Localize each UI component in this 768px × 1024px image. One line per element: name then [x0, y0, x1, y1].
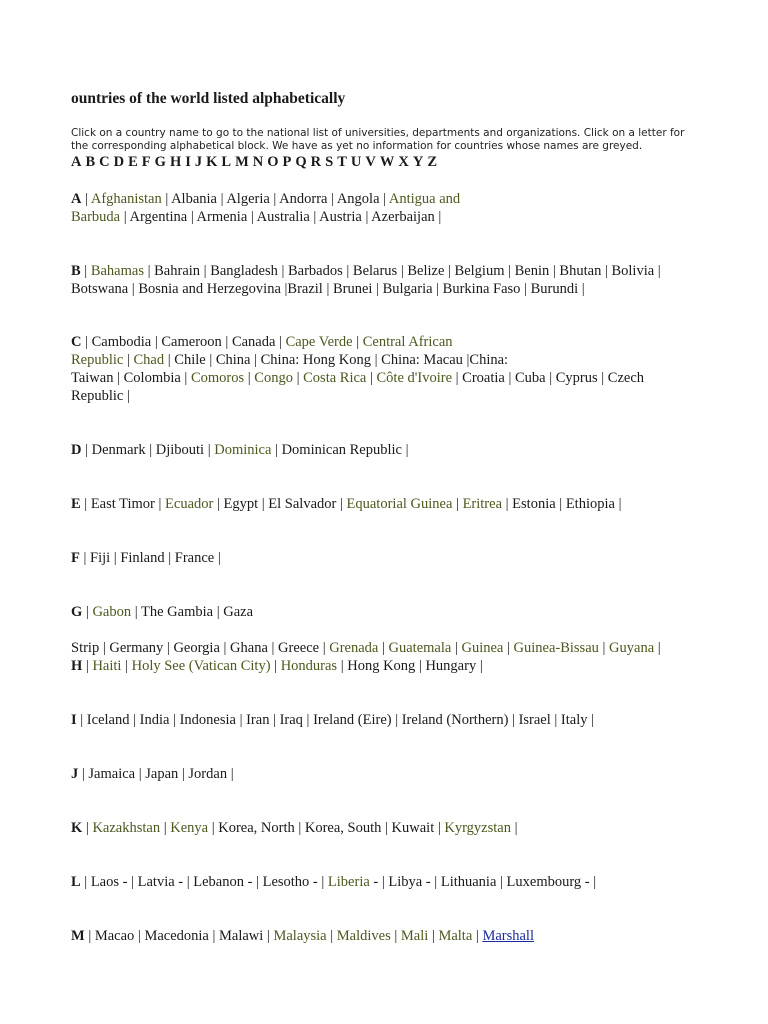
- letter-link-k[interactable]: K: [206, 154, 218, 170]
- country-list-text[interactable]: |: [503, 640, 514, 656]
- country-list-text[interactable]: |: [428, 928, 439, 944]
- letter-link-l[interactable]: L: [221, 154, 232, 170]
- country-list-text[interactable]: |: [121, 658, 132, 674]
- letter-link-h[interactable]: H: [169, 154, 182, 170]
- country-name-greyed: Republic: [71, 352, 124, 368]
- country-list-text[interactable]: | Cambodia | Cameroon | Canada |: [81, 334, 286, 350]
- letter-link-e[interactable]: E: [128, 154, 138, 170]
- country-list-text[interactable]: |: [123, 352, 134, 368]
- block-line: [71, 387, 696, 405]
- block-i: [71, 711, 696, 729]
- country-name-greyed: Ecuador: [165, 496, 214, 512]
- country-name-greyed: Honduras: [280, 658, 338, 674]
- country-list-text[interactable]: |: [352, 334, 363, 350]
- country-name-greyed: Malta: [438, 928, 473, 944]
- block-line: [71, 351, 696, 369]
- country-name-greyed: Central African: [362, 334, 453, 350]
- letter-link-m[interactable]: M: [235, 154, 249, 170]
- country-list-text[interactable]: |: [390, 928, 401, 944]
- country-list-text[interactable]: |: [510, 820, 518, 836]
- country-list-text[interactable]: Strip | Germany | Georgia | Ghana | Greece |: [71, 640, 330, 656]
- country-list-text[interactable]: | Macao | Macedonia | Malawi |: [84, 928, 274, 944]
- block-line: [71, 441, 696, 459]
- letter-heading: A: [71, 191, 82, 207]
- letter-link-s[interactable]: S: [325, 154, 334, 170]
- block-line: [71, 819, 696, 837]
- block-e: [71, 495, 696, 513]
- country-list-text[interactable]: | East Timor |: [80, 496, 166, 512]
- block-line: [71, 280, 696, 298]
- country-name-greyed: Costa Rica: [303, 370, 367, 386]
- country-list-text[interactable]: |: [472, 928, 483, 944]
- block-line: [71, 549, 696, 567]
- block-f: [71, 549, 696, 567]
- country-name-greyed: Equatorial Guinea: [346, 496, 453, 512]
- country-name-greyed: Grenada: [329, 640, 379, 656]
- block-line: [71, 495, 696, 513]
- country-name-greyed: Dominica: [214, 442, 272, 458]
- country-list-text[interactable]: | Argentina | Armenia | Australia | Austria | Azerbaijan |: [120, 209, 442, 225]
- country-list-text[interactable]: | Laos - | Latvia - | Lebanon - | Lesotho - |: [80, 874, 328, 890]
- country-list-text[interactable]: |: [654, 640, 661, 656]
- block-line: [71, 765, 696, 783]
- country-list-text[interactable]: | Iceland | India | Indonesia | Iran | Iraq | Ireland (Eire) | Ireland (Northern) | Israel | Italy |: [76, 712, 595, 728]
- country-name-greyed: Afghanistan: [90, 191, 162, 207]
- country-list-text[interactable]: |: [598, 640, 610, 656]
- block-line: [71, 262, 696, 280]
- country-name-greyed: Guinea-Bissau: [513, 640, 599, 656]
- letter-link-v[interactable]: V: [365, 154, 376, 170]
- page-title: ountries of the world listed alphabetically: [71, 90, 346, 107]
- country-name-greyed: Holy See (Vatican City): [131, 658, 271, 674]
- block-k: [71, 819, 696, 837]
- country-list-text[interactable]: Taiwan | Colombia |: [71, 370, 191, 386]
- block-d: [71, 441, 696, 459]
- country-name-greyed: Côte d'Ivoire: [376, 370, 453, 386]
- letter-heading: E: [71, 496, 81, 512]
- block-line: [71, 873, 696, 891]
- letter-link-g[interactable]: G: [154, 154, 166, 170]
- country-name-greyed: Malaysia: [273, 928, 327, 944]
- block-line: [71, 603, 696, 621]
- letter-link-c[interactable]: C: [99, 154, 110, 170]
- block-g: [71, 603, 696, 621]
- country-list-text[interactable]: |: [80, 263, 91, 279]
- block-line: [71, 711, 696, 729]
- country-list-text[interactable]: |: [270, 658, 281, 674]
- letter-link-r[interactable]: R: [310, 154, 322, 170]
- country-list-text[interactable]: |: [82, 604, 93, 620]
- letter-link-u[interactable]: U: [350, 154, 362, 170]
- country-list-text[interactable]: |: [451, 640, 462, 656]
- block-c: [71, 333, 696, 405]
- country-list-text[interactable]: Republic |: [71, 388, 130, 404]
- block-a: [71, 190, 696, 226]
- block-line: [71, 190, 696, 208]
- block-line: [71, 333, 696, 351]
- letter-link-q[interactable]: Q: [295, 154, 307, 170]
- letter-link-p[interactable]: P: [282, 154, 292, 170]
- country-name-greyed: Kyrgyzstan: [444, 820, 511, 836]
- letter-heading: H: [71, 658, 83, 674]
- country-list-text[interactable]: |: [378, 640, 389, 656]
- country-list-text[interactable]: | Dominican Republic |: [271, 442, 409, 458]
- letter-heading: C: [71, 334, 82, 350]
- country-list-text[interactable]: |: [366, 370, 377, 386]
- country-list-text[interactable]: Botswana | Bosnia and Herzegovina |Brazil | Brunei | Bulgaria | Burkina Faso | Burundi |: [71, 281, 585, 297]
- block-j: [71, 765, 696, 783]
- country-name-greyed: Guatemala: [388, 640, 452, 656]
- letter-link-d[interactable]: D: [113, 154, 125, 170]
- country-name-greyed: Chad: [133, 352, 165, 368]
- block-g-h: [71, 639, 696, 675]
- letter-link-z[interactable]: Z: [427, 154, 438, 170]
- letter-link-w[interactable]: W: [379, 154, 395, 170]
- country-list-text[interactable]: | Egypt | El Salvador |: [213, 496, 347, 512]
- block-line: [71, 657, 696, 675]
- country-list-text[interactable]: - | Libya - | Lithuania | Luxembourg - |: [369, 874, 597, 890]
- country-list-text[interactable]: | Bahrain | Bangladesh | Barbados | Belarus | Belize | Belgium | Benin | Bhutan | Bolivia |: [143, 263, 661, 279]
- letter-heading: G: [71, 604, 83, 620]
- country-list-text[interactable]: | Chile | China | China: Hong Kong | China: Macau |China:: [164, 352, 509, 368]
- letter-link-o[interactable]: O: [267, 154, 279, 170]
- country-list-text[interactable]: |: [160, 820, 171, 836]
- country-list-text[interactable]: |: [81, 191, 91, 207]
- letter-heading: F: [71, 550, 80, 566]
- letter-link-a[interactable]: A: [71, 154, 82, 170]
- block-line: [71, 927, 696, 945]
- country-name-greyed: Guyana: [609, 640, 655, 656]
- block-line: [71, 208, 696, 226]
- letter-link-i[interactable]: I: [185, 154, 191, 170]
- letter-heading: L: [71, 874, 81, 890]
- country-list-text[interactable]: | Jamaica | Japan | Jordan |: [78, 766, 234, 782]
- country-name-greyed: Kenya: [170, 820, 209, 836]
- letter-link-t[interactable]: T: [337, 154, 347, 170]
- country-name-greyed: Eritrea: [462, 496, 503, 512]
- letter-index: [71, 154, 441, 171]
- letter-link-y[interactable]: Y: [412, 154, 424, 170]
- country-list-text[interactable]: | Denmark | Djibouti |: [81, 442, 215, 458]
- block-line: [71, 369, 696, 387]
- country-name-greyed: Liberia: [327, 874, 370, 890]
- country-list-text[interactable]: |: [452, 496, 463, 512]
- country-name-greyed: Congo: [254, 370, 293, 386]
- country-name-greyed: Antigua and: [388, 191, 461, 207]
- letter-heading: K: [71, 820, 83, 836]
- country-list-text[interactable]: | Fiji | Finland | France |: [79, 550, 221, 566]
- country-name-greyed: Kazakhstan: [92, 820, 161, 836]
- country-name-greyed: Cape Verde: [285, 334, 353, 350]
- letter-link-x[interactable]: X: [398, 154, 409, 170]
- letter-link-b[interactable]: B: [85, 154, 96, 170]
- country-name-greyed: Gabon: [92, 604, 132, 620]
- country-name-greyed: Bahamas: [90, 263, 144, 279]
- intro-text: Click on a country name to go to the national list of universities, departments and organizations. Click on a letter for the corresponding alphabetical block. We have as yet no information for countries whose names are greyed.: [71, 127, 685, 152]
- country-name-greyed: Mali: [400, 928, 429, 944]
- country-name-greyed: Barbuda: [71, 209, 121, 225]
- letter-link-f[interactable]: F: [141, 154, 151, 170]
- country-name-greyed: Guinea: [461, 640, 504, 656]
- country-list-text[interactable]: |: [82, 658, 93, 674]
- country-list-text[interactable]: |: [244, 370, 255, 386]
- country-name-greyed: Maldives: [336, 928, 391, 944]
- letter-heading: I: [71, 712, 77, 728]
- block-line: [71, 639, 696, 657]
- country-link[interactable]: Marshall: [482, 928, 534, 944]
- letter-link-j[interactable]: J: [194, 154, 203, 170]
- country-list-text[interactable]: | Hong Kong | Hungary |: [337, 658, 483, 674]
- letter-heading: M: [71, 928, 85, 944]
- block-m: [71, 927, 696, 945]
- country-name-greyed: Haiti: [92, 658, 122, 674]
- country-list-text[interactable]: |: [292, 370, 304, 386]
- letter-link-n[interactable]: N: [252, 154, 264, 170]
- country-list-text[interactable]: | Croatia | Cuba | Cyprus | Czech: [452, 370, 645, 386]
- block-b: [71, 262, 696, 298]
- country-name-greyed: Comoros: [190, 370, 245, 386]
- country-list-text[interactable]: | Korea, North | Korea, South | Kuwait |: [208, 820, 445, 836]
- country-list-text[interactable]: | Albania | Algeria | Andorra | Angola |: [161, 191, 389, 207]
- letter-heading: B: [71, 263, 81, 279]
- block-l: [71, 873, 696, 891]
- letter-heading: D: [71, 442, 82, 458]
- letter-heading: J: [71, 766, 79, 782]
- country-list-text[interactable]: |: [82, 820, 93, 836]
- country-list-text[interactable]: | The Gambia | Gaza: [131, 604, 253, 620]
- country-list-text[interactable]: | Estonia | Ethiopia |: [502, 496, 622, 512]
- country-list-text[interactable]: |: [326, 928, 337, 944]
